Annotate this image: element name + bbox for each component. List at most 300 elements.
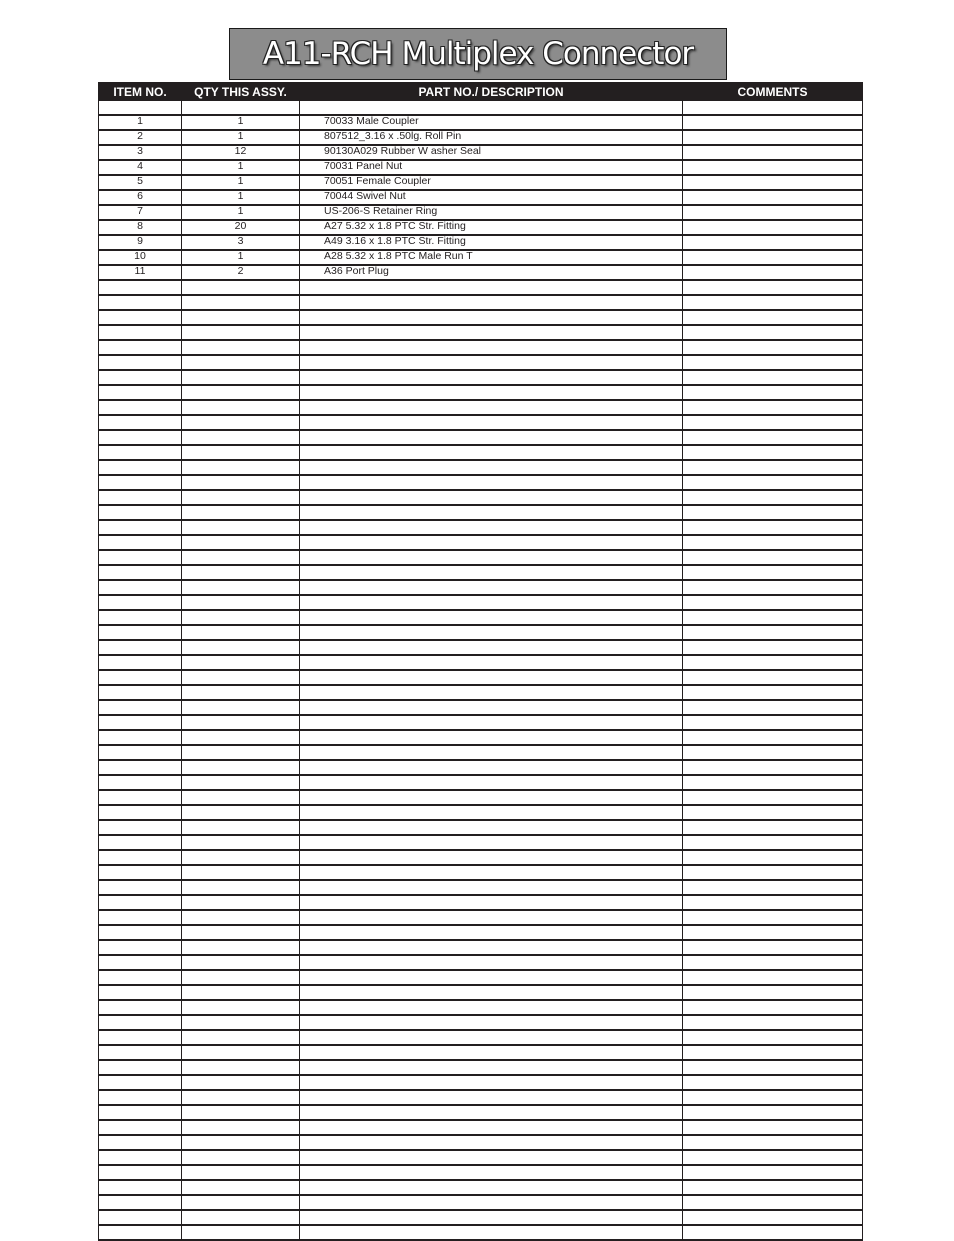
- cell-qty: [182, 310, 300, 325]
- table-row: [99, 370, 863, 385]
- cell-qty: [182, 1045, 300, 1060]
- cell-item: 4: [99, 160, 182, 175]
- cell-comments: [683, 101, 863, 116]
- cell-description: [300, 1225, 683, 1240]
- table-row: [99, 610, 863, 625]
- cell-qty: [182, 1030, 300, 1045]
- table-row: [99, 340, 863, 355]
- cell-comments: [683, 760, 863, 775]
- cell-comments: [683, 430, 863, 445]
- table-row: [99, 670, 863, 685]
- cell-description: [300, 700, 683, 715]
- cell-comments: [683, 160, 863, 175]
- cell-item: 6: [99, 190, 182, 205]
- cell-description: [300, 1165, 683, 1180]
- cell-description: [300, 1195, 683, 1210]
- table-row: [99, 265, 863, 280]
- cell-qty: 1: [182, 175, 300, 190]
- table-body: [99, 101, 863, 1241]
- cell-item: [99, 835, 182, 850]
- cell-comments: [683, 475, 863, 490]
- cell-item: [99, 445, 182, 460]
- cell-item: [99, 580, 182, 595]
- table-row: [99, 415, 863, 430]
- cell-description: A49 3.16 x 1.8 PTC Str. Fitting: [300, 235, 683, 250]
- cell-qty: [182, 535, 300, 550]
- cell-qty: [182, 385, 300, 400]
- cell-qty: [182, 340, 300, 355]
- cell-item: 10: [99, 250, 182, 265]
- cell-comments: [683, 595, 863, 610]
- cell-description: [300, 940, 683, 955]
- cell-qty: 1: [182, 160, 300, 175]
- cell-item: [99, 985, 182, 1000]
- cell-description: [300, 685, 683, 700]
- table-row: [99, 640, 863, 655]
- cell-description: [300, 790, 683, 805]
- cell-description: [300, 595, 683, 610]
- cell-description: [300, 805, 683, 820]
- table-row: [99, 175, 863, 190]
- cell-description: [300, 625, 683, 640]
- table-row: [99, 325, 863, 340]
- cell-qty: [182, 700, 300, 715]
- table-row: [99, 835, 863, 850]
- cell-item: [99, 1165, 182, 1180]
- cell-comments: [683, 175, 863, 190]
- cell-comments: [683, 310, 863, 325]
- table-row: [99, 220, 863, 235]
- cell-qty: [182, 745, 300, 760]
- cell-qty: [182, 805, 300, 820]
- cell-item: [99, 490, 182, 505]
- table-row: [99, 775, 863, 790]
- cell-comments: [683, 220, 863, 235]
- cell-comments: [683, 850, 863, 865]
- cell-item: [99, 940, 182, 955]
- cell-comments: [683, 790, 863, 805]
- table-row: [99, 1090, 863, 1105]
- cell-qty: [182, 490, 300, 505]
- cell-description: US-206-S Retainer Ring: [300, 205, 683, 220]
- table-row: [99, 400, 863, 415]
- cell-item: [99, 1090, 182, 1105]
- table-row: [99, 1015, 863, 1030]
- cell-description: [300, 610, 683, 625]
- cell-description: [300, 1210, 683, 1225]
- cell-description: [300, 1105, 683, 1120]
- cell-description: [300, 715, 683, 730]
- cell-item: [99, 1105, 182, 1120]
- table-row: [99, 295, 863, 310]
- table-row: [99, 490, 863, 505]
- cell-qty: 12: [182, 145, 300, 160]
- cell-item: [99, 925, 182, 940]
- table-row: [99, 445, 863, 460]
- cell-qty: 1: [182, 130, 300, 145]
- cell-item: [99, 520, 182, 535]
- cell-description: [300, 310, 683, 325]
- cell-comments: [683, 1060, 863, 1075]
- cell-comments: [683, 1015, 863, 1030]
- cell-item: [99, 715, 182, 730]
- cell-description: [300, 1090, 683, 1105]
- cell-item: 2: [99, 130, 182, 145]
- cell-comments: [683, 1135, 863, 1150]
- table-row: [99, 1120, 863, 1135]
- cell-qty: [182, 910, 300, 925]
- cell-item: [99, 295, 182, 310]
- cell-qty: 1: [182, 115, 300, 130]
- cell-item: [99, 970, 182, 985]
- table-row: [99, 520, 863, 535]
- cell-description: [300, 775, 683, 790]
- cell-description: [300, 400, 683, 415]
- cell-qty: [182, 460, 300, 475]
- cell-comments: [683, 1120, 863, 1135]
- cell-qty: [182, 565, 300, 580]
- cell-description: [300, 355, 683, 370]
- cell-comments: [683, 1000, 863, 1015]
- cell-item: [99, 745, 182, 760]
- cell-description: [300, 865, 683, 880]
- cell-qty: [182, 400, 300, 415]
- table-row: [99, 280, 863, 295]
- cell-comments: [683, 655, 863, 670]
- cell-comments: [683, 280, 863, 295]
- cell-description: [300, 101, 683, 116]
- cell-description: [300, 670, 683, 685]
- cell-description: [300, 505, 683, 520]
- cell-item: [99, 460, 182, 475]
- cell-description: 90130A029 Rubber W asher Seal: [300, 145, 683, 160]
- cell-item: [99, 1180, 182, 1195]
- table-row: [99, 970, 863, 985]
- cell-comments: [683, 250, 863, 265]
- table-row: [99, 1180, 863, 1195]
- table-row: [99, 1210, 863, 1225]
- cell-comments: [683, 700, 863, 715]
- cell-item: [99, 895, 182, 910]
- table-row: [99, 355, 863, 370]
- cell-qty: [182, 610, 300, 625]
- cell-description: 70033 Male Coupler: [300, 115, 683, 130]
- cell-comments: [683, 835, 863, 850]
- cell-qty: [182, 1165, 300, 1180]
- cell-qty: [182, 595, 300, 610]
- table-row: [99, 730, 863, 745]
- cell-qty: [182, 430, 300, 445]
- cell-description: [300, 1015, 683, 1030]
- cell-item: [99, 1135, 182, 1150]
- cell-item: [99, 865, 182, 880]
- table-row: [99, 745, 863, 760]
- cell-description: [300, 340, 683, 355]
- cell-description: [300, 280, 683, 295]
- cell-comments: [683, 400, 863, 415]
- cell-item: [99, 370, 182, 385]
- table-row: [99, 385, 863, 400]
- cell-qty: [182, 1000, 300, 1015]
- cell-description: [300, 370, 683, 385]
- cell-description: [300, 880, 683, 895]
- cell-comments: [683, 715, 863, 730]
- cell-qty: [182, 580, 300, 595]
- cell-item: [99, 325, 182, 340]
- cell-item: [99, 550, 182, 565]
- parts-table: [98, 82, 863, 1241]
- cell-item: [99, 475, 182, 490]
- cell-comments: [683, 295, 863, 310]
- cell-qty: [182, 355, 300, 370]
- cell-description: [300, 445, 683, 460]
- cell-description: A28 5.32 x 1.8 PTC Male Run T: [300, 250, 683, 265]
- cell-qty: 1: [182, 190, 300, 205]
- cell-comments: [683, 940, 863, 955]
- cell-item: [99, 1225, 182, 1240]
- cell-description: [300, 1150, 683, 1165]
- cell-item: [99, 355, 182, 370]
- cell-item: [99, 310, 182, 325]
- cell-description: [300, 1135, 683, 1150]
- cell-item: [99, 385, 182, 400]
- cell-comments: [683, 775, 863, 790]
- table-row: [99, 940, 863, 955]
- cell-item: [99, 700, 182, 715]
- cell-item: [99, 1120, 182, 1135]
- table-row: [99, 685, 863, 700]
- cell-item: [99, 955, 182, 970]
- cell-qty: [182, 640, 300, 655]
- table-row: [99, 820, 863, 835]
- cell-qty: [182, 325, 300, 340]
- cell-comments: [683, 640, 863, 655]
- cell-item: [99, 340, 182, 355]
- cell-comments: [683, 205, 863, 220]
- cell-qty: [182, 1090, 300, 1105]
- cell-description: [300, 850, 683, 865]
- cell-item: [99, 535, 182, 550]
- cell-item: [99, 880, 182, 895]
- cell-comments: [683, 1150, 863, 1165]
- cell-item: [99, 640, 182, 655]
- cell-description: [300, 580, 683, 595]
- table-row: [99, 535, 863, 550]
- table-header-row: [99, 83, 863, 101]
- cell-description: [300, 1030, 683, 1045]
- cell-qty: [182, 505, 300, 520]
- table-row: [99, 985, 863, 1000]
- table-row: [99, 190, 863, 205]
- cell-item: [99, 670, 182, 685]
- cell-qty: [182, 415, 300, 430]
- table-row: [99, 505, 863, 520]
- cell-qty: [182, 730, 300, 745]
- cell-comments: [683, 1195, 863, 1210]
- table-row: [99, 1135, 863, 1150]
- cell-description: [300, 925, 683, 940]
- table-row: [99, 1060, 863, 1075]
- cell-item: 11: [99, 265, 182, 280]
- cell-item: [99, 415, 182, 430]
- cell-qty: [182, 520, 300, 535]
- cell-qty: [182, 790, 300, 805]
- cell-item: 7: [99, 205, 182, 220]
- table-row: [99, 700, 863, 715]
- table-row: [99, 1045, 863, 1060]
- cell-comments: [683, 730, 863, 745]
- header-qty: QTY THIS ASSY.: [182, 83, 300, 101]
- cell-description: [300, 535, 683, 550]
- cell-qty: [182, 775, 300, 790]
- cell-qty: [182, 1060, 300, 1075]
- cell-qty: [182, 370, 300, 385]
- table-row: [99, 310, 863, 325]
- cell-qty: [182, 715, 300, 730]
- cell-item: [99, 625, 182, 640]
- cell-qty: [182, 865, 300, 880]
- cell-comments: [683, 1045, 863, 1060]
- table-row: [99, 1075, 863, 1090]
- cell-item: 8: [99, 220, 182, 235]
- title-banner: [229, 28, 727, 80]
- cell-qty: 2: [182, 265, 300, 280]
- cell-qty: [182, 940, 300, 955]
- page-title: A11-RCH Multiplex Connector: [262, 36, 694, 72]
- cell-description: [300, 1060, 683, 1075]
- table-row: [99, 101, 863, 116]
- cell-comments: [683, 355, 863, 370]
- table-row: [99, 235, 863, 250]
- cell-description: 70031 Panel Nut: [300, 160, 683, 175]
- cell-item: [99, 730, 182, 745]
- table-row: [99, 205, 863, 220]
- cell-qty: [182, 295, 300, 310]
- cell-item: [99, 1015, 182, 1030]
- cell-item: [99, 1210, 182, 1225]
- cell-description: [300, 490, 683, 505]
- table-row: [99, 880, 863, 895]
- cell-item: [99, 400, 182, 415]
- cell-comments: [683, 385, 863, 400]
- cell-comments: [683, 970, 863, 985]
- header-comments: COMMENTS: [683, 83, 863, 101]
- cell-comments: [683, 325, 863, 340]
- cell-item: [99, 760, 182, 775]
- cell-comments: [683, 805, 863, 820]
- cell-item: [99, 101, 182, 116]
- cell-qty: [182, 101, 300, 116]
- cell-comments: [683, 415, 863, 430]
- cell-item: [99, 820, 182, 835]
- cell-item: 3: [99, 145, 182, 160]
- header-description: PART NO./ DESCRIPTION: [300, 83, 683, 101]
- cell-item: [99, 1030, 182, 1045]
- table-row: [99, 460, 863, 475]
- cell-qty: [182, 1135, 300, 1150]
- cell-qty: [182, 880, 300, 895]
- cell-description: A36 Port Plug: [300, 265, 683, 280]
- table-row: [99, 160, 863, 175]
- cell-qty: [182, 895, 300, 910]
- cell-item: [99, 775, 182, 790]
- cell-qty: 1: [182, 250, 300, 265]
- cell-item: [99, 1000, 182, 1015]
- table-row: [99, 625, 863, 640]
- cell-description: 70044 Swivel Nut: [300, 190, 683, 205]
- cell-qty: [182, 655, 300, 670]
- cell-comments: [683, 1105, 863, 1120]
- cell-item: [99, 280, 182, 295]
- cell-description: [300, 1000, 683, 1015]
- cell-qty: [182, 1180, 300, 1195]
- table-row: [99, 1195, 863, 1210]
- cell-comments: [683, 910, 863, 925]
- cell-description: [300, 955, 683, 970]
- cell-description: [300, 325, 683, 340]
- table-row: [99, 895, 863, 910]
- cell-description: [300, 760, 683, 775]
- cell-comments: [683, 1075, 863, 1090]
- cell-comments: [683, 1090, 863, 1105]
- table-row: [99, 925, 863, 940]
- cell-qty: 20: [182, 220, 300, 235]
- cell-comments: [683, 580, 863, 595]
- cell-comments: [683, 130, 863, 145]
- cell-description: 70051 Female Coupler: [300, 175, 683, 190]
- cell-comments: [683, 1030, 863, 1045]
- table-row: [99, 1225, 863, 1240]
- table-row: [99, 250, 863, 265]
- cell-comments: [683, 445, 863, 460]
- cell-item: [99, 850, 182, 865]
- cell-comments: [683, 880, 863, 895]
- cell-qty: [182, 625, 300, 640]
- cell-description: [300, 430, 683, 445]
- table-row: [99, 1000, 863, 1015]
- cell-description: [300, 970, 683, 985]
- cell-description: [300, 565, 683, 580]
- table-row: [99, 145, 863, 160]
- cell-comments: [683, 505, 863, 520]
- cell-comments: [683, 925, 863, 940]
- cell-comments: [683, 340, 863, 355]
- cell-item: [99, 430, 182, 445]
- cell-qty: [182, 1150, 300, 1165]
- cell-qty: [182, 1075, 300, 1090]
- cell-item: 9: [99, 235, 182, 250]
- cell-description: [300, 460, 683, 475]
- cell-comments: [683, 1180, 863, 1195]
- cell-item: [99, 910, 182, 925]
- cell-description: [300, 655, 683, 670]
- table-row: [99, 475, 863, 490]
- cell-comments: [683, 235, 863, 250]
- cell-qty: [182, 985, 300, 1000]
- cell-description: [300, 550, 683, 565]
- cell-description: [300, 835, 683, 850]
- cell-item: [99, 610, 182, 625]
- cell-item: [99, 1075, 182, 1090]
- cell-qty: [182, 1120, 300, 1135]
- cell-description: 807512_3.16 x .50lg. Roll Pin: [300, 130, 683, 145]
- cell-item: [99, 790, 182, 805]
- table-row: [99, 1030, 863, 1045]
- cell-item: 1: [99, 115, 182, 130]
- cell-comments: [683, 145, 863, 160]
- cell-item: [99, 1195, 182, 1210]
- table-row: [99, 790, 863, 805]
